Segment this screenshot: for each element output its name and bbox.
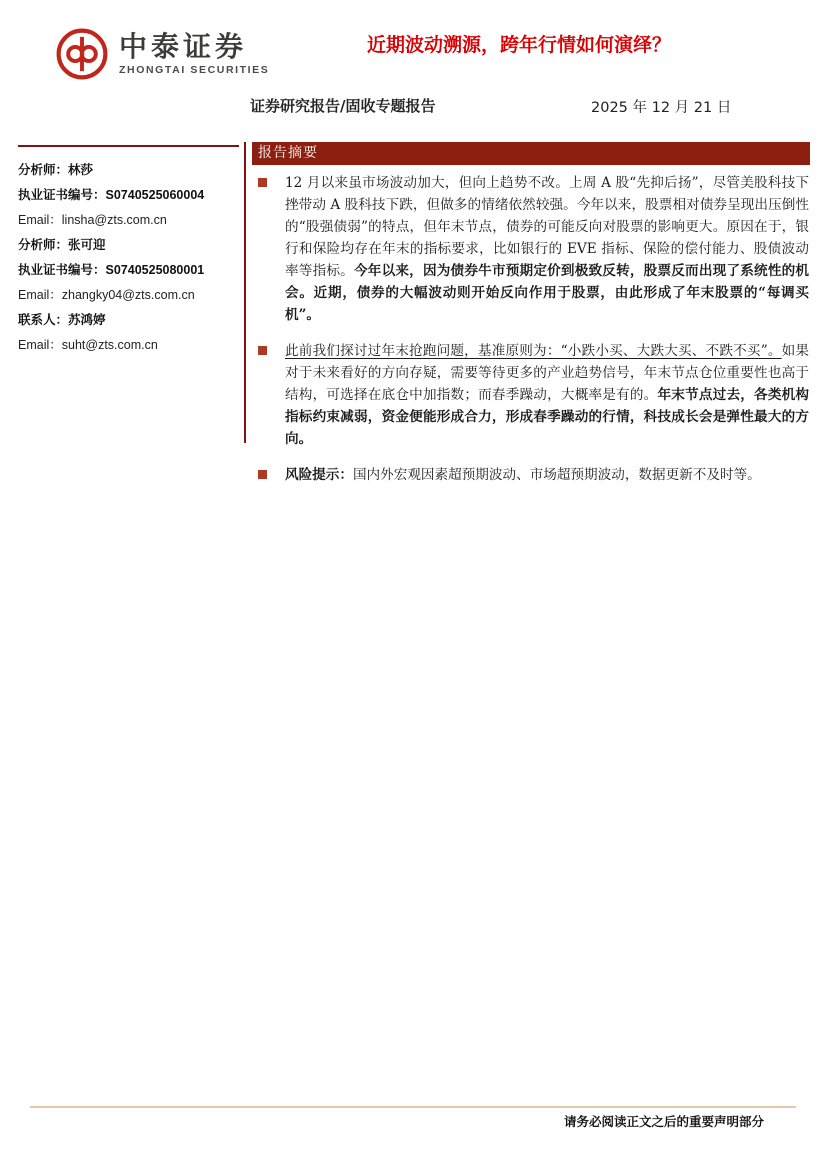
bullet-square-icon	[258, 470, 267, 479]
bullet-paragraph	[285, 172, 809, 326]
email-row	[18, 206, 239, 231]
analyst-label: 分析师：	[18, 237, 69, 252]
email-label: Email：	[18, 288, 62, 302]
email-label: Email：	[18, 213, 62, 227]
license-row	[18, 181, 239, 206]
analyst-label: 分析师：	[18, 162, 69, 177]
bullet-text-bold: 年末节点过去，各类机构指标约束减弱，资金便能形成合力，形成春季躁动的行情，科技成长会是弹性最大的方向。	[285, 387, 810, 447]
contact-name: 苏鸿婷	[68, 312, 106, 327]
contact-row	[18, 306, 239, 331]
analyst-row	[18, 156, 239, 181]
footer-divider	[30, 1106, 796, 1108]
summary-heading: 报告摘要	[252, 142, 810, 165]
summary-section	[252, 142, 810, 500]
footer-disclaimer: 请务必阅读正文之后的重要声明部分	[563, 1114, 764, 1129]
bullet-text-normal: 如果对于未来看好的方向存疑，需要等待更多的产业趋势信号，年末节点仓位重要性也高于结构，可选择在底仓中加指数；而春季躁动，大概率是有的。	[285, 343, 809, 403]
bullet-paragraph	[285, 464, 809, 486]
analyst-sidebar	[18, 145, 239, 356]
bullet-paragraph	[285, 340, 809, 450]
risk-label: 风险提示：	[285, 467, 353, 483]
license-label: 执业证书编号：	[18, 187, 106, 202]
bullet-text-bold: 今年以来，因为债券牛市预期定价到极致反转，股票反而出现了系统性的机会。近期，债券的大幅波动则开始反向作用于股票，由此形成了年末股票的“每调买机”。	[285, 263, 810, 323]
analyst-name: 张可迎	[68, 237, 106, 252]
bullet-text-underline: 此前我们探讨过年末抢跑问题，基准原则为：“小跌小买、大跌大买、不跌不买”。	[285, 343, 782, 359]
email-label: Email：	[18, 338, 62, 352]
zhongtai-logo-icon	[55, 27, 109, 81]
report-type: 证券研究报告/固收专题报告	[250, 97, 436, 115]
email-row	[18, 281, 239, 306]
brand-name-cn: 中泰证券	[119, 30, 248, 62]
email-value: linsha@zts.com.cn	[61, 213, 167, 227]
brand-name-en: ZHONGTAI SECURITIES	[119, 64, 270, 77]
summary-bullet	[252, 340, 810, 450]
bullet-square-icon	[258, 178, 267, 187]
license-row	[18, 256, 239, 281]
license-label: 执业证书编号：	[18, 262, 106, 277]
analyst-row	[18, 231, 239, 256]
report-date: 2025 年 12 月 21 日	[591, 100, 732, 116]
risk-text: 国内外宏观因素超预期波动、市场超预期波动，数据更新不及时等。	[352, 467, 761, 483]
brand-logo	[55, 27, 269, 81]
license-number: S0740525080001	[105, 263, 205, 277]
summary-bullet-risk	[252, 464, 810, 486]
summary-bullets	[252, 172, 810, 486]
bullet-square-icon	[258, 346, 267, 355]
analyst-name: 林莎	[68, 162, 94, 177]
bullet-text-normal: 12 月以来虽市场波动加大，但向上趋势不改。上周 A 股“先抑后扬”，尽管美股科技下挫带动 A 股科技下跌，但做多的情绪依然较强。今年以来，股票相对债券呈现出压倒性的“股强债弱”的特点，但年末节点，债券的可能反向对股票的影响更大。原因在于，银行和保险均存在年末的指标要求，比如银行的 EVE 指标、保险的偿付能力、股债波动率等指标。	[285, 175, 809, 279]
email-value: zhangky04@zts.com.cn	[61, 288, 195, 302]
vertical-divider	[244, 142, 246, 443]
brand-text	[119, 32, 269, 77]
report-title: 近期波动溯源，跨年行情如何演绎？	[367, 34, 672, 56]
contact-label: 联系人：	[18, 312, 69, 327]
license-number: S0740525060004	[105, 188, 205, 202]
summary-bullet	[252, 172, 810, 326]
email-row	[18, 331, 239, 356]
email-value: suht@zts.com.cn	[61, 338, 158, 352]
